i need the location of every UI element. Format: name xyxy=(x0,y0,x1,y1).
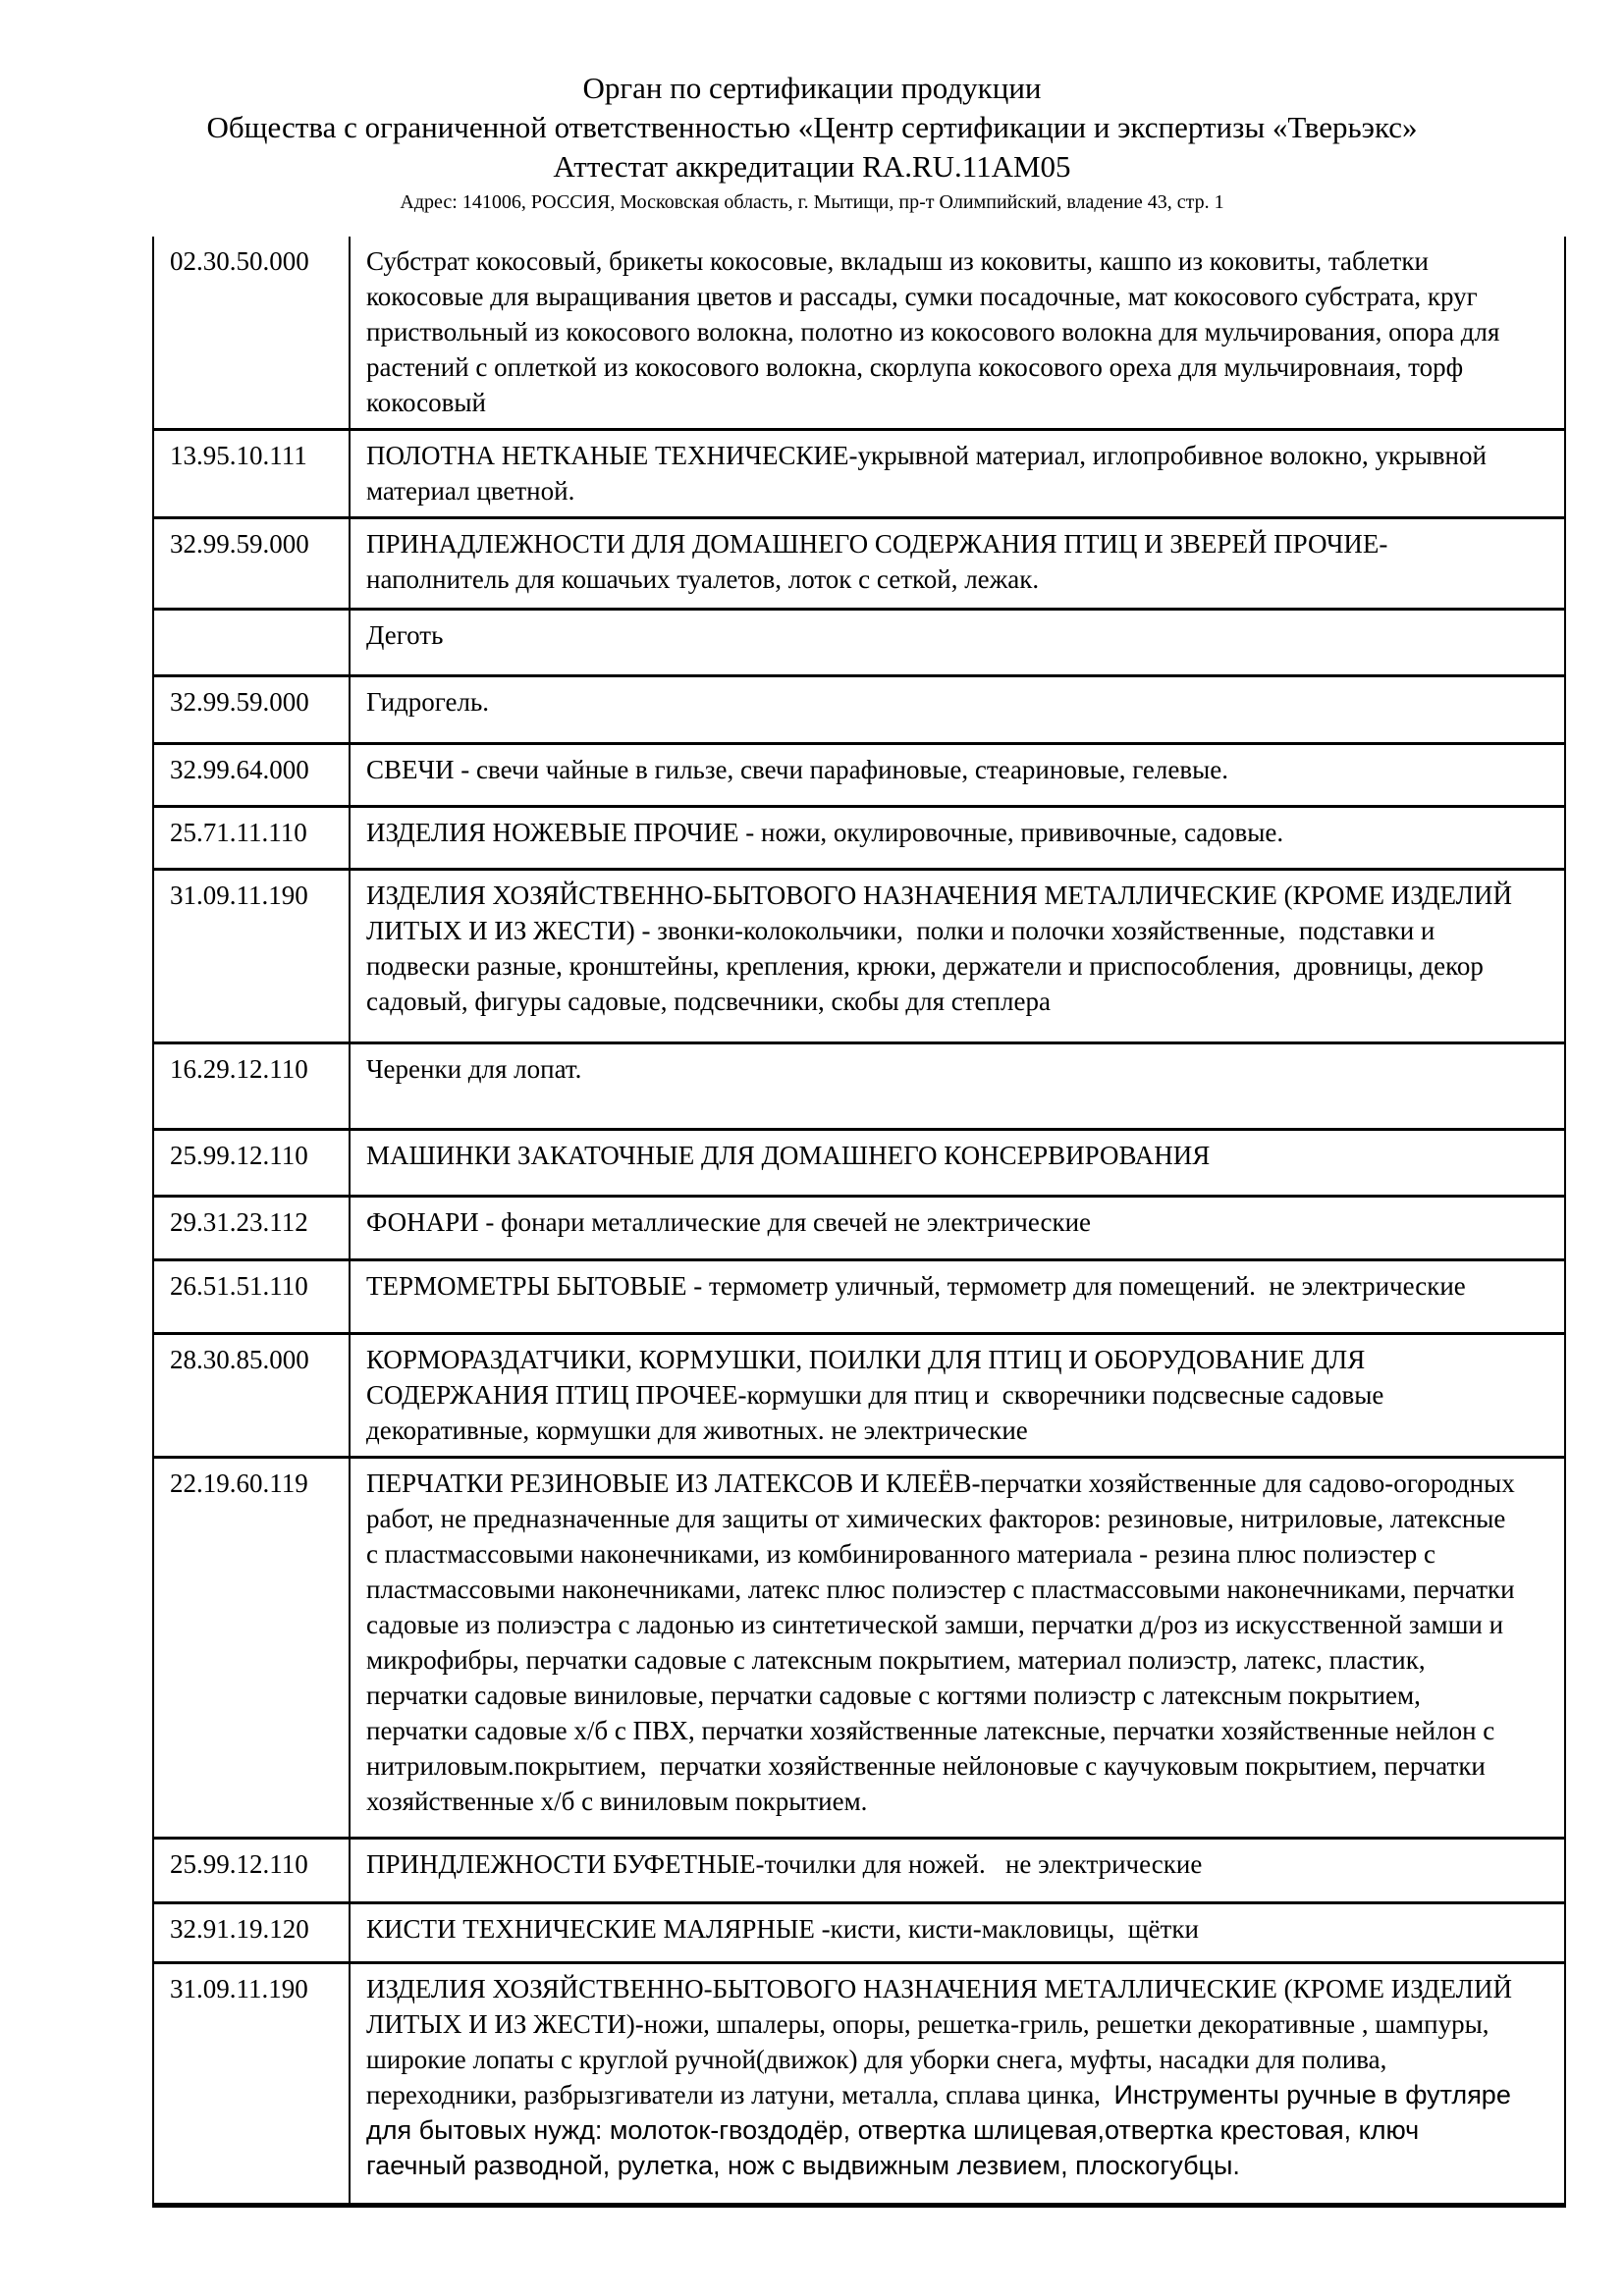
org-title-line1: Орган по сертификации продукции xyxy=(582,71,1042,105)
table-row xyxy=(154,745,1564,808)
table-row xyxy=(154,611,1564,677)
address-line: Адрес: 141006, РОССИЯ, Московская область, г. Мытищи, пр-т Олимпийский, владение 43, стр. 1 xyxy=(400,191,1224,213)
table-row xyxy=(154,1044,1564,1131)
accreditation-line: Аттестат аккредитации RA.RU.11АМ05 xyxy=(553,149,1071,184)
description-text-sans: Инструменты ручные в футляре для бытовых нужд: молоток-гвоздодёр, отвертка шлицевая,отвертка крестовая, ключ гаечный разводной, рулетка, нож с выдвижным лезвием, плоскогубцы. xyxy=(366,2080,1519,2180)
description-text: ИЗДЕЛИЯ НОЖЕВЫЕ ПРОЧИЕ - ножи, окулировочные, прививочные, садовые. xyxy=(366,818,1284,847)
code-cell: 16.29.12.110 xyxy=(154,1044,351,1128)
description-cell xyxy=(351,1044,1564,1128)
description-cell xyxy=(351,611,1564,674)
table-row xyxy=(154,871,1564,1044)
table-row xyxy=(154,677,1564,745)
description-cell xyxy=(351,519,1564,608)
description-cell xyxy=(351,1964,1564,2203)
table-row xyxy=(154,1459,1564,1840)
table-row xyxy=(154,237,1564,431)
description-cell xyxy=(351,1904,1564,1961)
code-cell: 25.99.12.110 xyxy=(154,1840,351,1901)
description-text: Гидрогель. xyxy=(366,687,490,717)
description-cell xyxy=(351,1261,1564,1332)
description-cell xyxy=(351,237,1564,428)
table-row xyxy=(154,519,1564,611)
description-cell xyxy=(351,677,1564,742)
description-text: ПРИНДЛЕЖНОСТИ БУФЕТНЫЕ-точилки для ножей. не электрические xyxy=(366,1849,1203,1879)
description-text: ПРИНАДЛЕЖНОСТИ ДЛЯ ДОМАШНЕГО СОДЕРЖАНИЯ ПТИЦ И ЗВЕРЕЙ ПРОЧИЕ-наполнитель для кошачьих туалетов, лоток с сеткой, лежак. xyxy=(366,529,1388,594)
description-text: ИЗДЕЛИЯ ХОЗЯЙСТВЕННО-БЫТОВОГО НАЗНАЧЕНИЯ МЕТАЛЛИЧЕСКИЕ (КРОМЕ ИЗДЕЛИЙ ЛИТЫХ И ИЗ ЖЕСТИ)-ножи, шпалеры, опоры, решетка-гриль, решетки декоративные , шампуры, широкие лопаты с круглой ручной(движок) для уборки снега, муфты, насадки для полива, переходники, разбрызгиватели из латуни, металла, сплава цинка, xyxy=(366,1974,1519,2109)
description-text: СВЕЧИ - свечи чайные в гильзе, свечи парафиновые, стеариновые, гелевые. xyxy=(366,755,1228,784)
code-cell: 32.99.59.000 xyxy=(154,677,351,742)
table-row xyxy=(154,1840,1564,1904)
table-row xyxy=(154,1964,1564,2208)
description-text: ПОЛОТНА НЕТКАНЫЕ ТЕХНИЧЕСКИЕ-укрывной материал, иглопробивное волокно, укрывной материал цветной. xyxy=(366,441,1493,506)
codes-table xyxy=(152,237,1566,2208)
description-text: Черенки для лопат. xyxy=(366,1054,582,1084)
table-row xyxy=(154,808,1564,871)
code-cell: 26.51.51.110 xyxy=(154,1261,351,1332)
description-text: КИСТИ ТЕХНИЧЕСКИЕ МАЛЯРНЫЕ -кисти, кисти-макловицы, щётки xyxy=(366,1914,1199,1944)
description-cell xyxy=(351,1840,1564,1901)
description-cell xyxy=(351,1131,1564,1195)
description-cell xyxy=(351,431,1564,516)
description-cell xyxy=(351,871,1564,1041)
code-cell: 25.71.11.110 xyxy=(154,808,351,868)
description-text: Субстрат кокосовый, брикеты кокосовые, вкладыш из коковиты, кашпо из коковиты, таблетки кокосовые для выращивания цветов и рассады, сумки посадочные, мат кокосового субстрата, круг приствольный из кокосового волокна, полотно из кокосового волокна для мульчирования, опора для растений с оплеткой из кокосового волокна, скорлупа кокосового ореха для мульчировнаия, торф кокосовый xyxy=(366,246,1507,417)
description-text: КОРМОРАЗДАТЧИКИ, КОРМУШКИ, ПОИЛКИ ДЛЯ ПТИЦ И ОБОРУДОВАНИЕ ДЛЯ СОДЕРЖАНИЯ ПТИЦ ПРОЧЕЕ-кормушки для птиц и скворечники подсвесные садовые декоративные, кормушки для животных. не электрические xyxy=(366,1345,1391,1445)
code-cell: 28.30.85.000 xyxy=(154,1335,351,1456)
document-header xyxy=(0,0,1624,215)
description-cell xyxy=(351,1198,1564,1258)
table-row xyxy=(154,1198,1564,1261)
table-row xyxy=(154,1261,1564,1335)
description-text: ИЗДЕЛИЯ ХОЗЯЙСТВЕННО-БЫТОВОГО НАЗНАЧЕНИЯ МЕТАЛЛИЧЕСКИЕ (КРОМЕ ИЗДЕЛИЙ ЛИТЫХ И ИЗ ЖЕСТИ) - звонки-колокольчики, полки и полочки хозяйственные, подставки и подвески разные, кронштейны, крепления, крюки, держатели и приспособления, дровницы, декор садовый, фигуры садовые, подсвечники, скобы для степлера xyxy=(366,881,1519,1016)
code-cell: 25.99.12.110 xyxy=(154,1131,351,1195)
description-cell xyxy=(351,1335,1564,1456)
code-cell: 13.95.10.111 xyxy=(154,431,351,516)
org-title-line2: Общества с ограниченной ответственностью «Центр сертификации и экспертизы «Тверьэкс» xyxy=(206,110,1418,144)
description-text: ФОНАРИ - фонари металлические для свечей не электрические xyxy=(366,1207,1092,1237)
code-cell: 02.30.50.000 xyxy=(154,237,351,428)
description-text: Деготь xyxy=(366,620,444,650)
code-cell: 29.31.23.112 xyxy=(154,1198,351,1258)
description-text: ПЕРЧАТКИ РЕЗИНОВЫЕ ИЗ ЛАТЕКСОВ И КЛЕЁВ-перчатки хозяйственные для садово-огородных работ, не предназначенные для защиты от химических факторов: резиновые, нитриловые, латексные с пластмассовыми наконечниками, из комбинированного материала - резина плюс полиэстер с пластмассовыми наконечниками, латекс плюс полиэстер с пластмассовыми наконечниками, перчатки садовые из полиэстра с ладонью из синтетической замши, перчатки д/роз из искусственной замши и микрофибры, перчатки садовые с латексным покрытием, материал полиэстр, латекс, пластик, перчатки садовые виниловые, перчатки садовые с когтями полиэстр с латексным покрытием, перчатки садовые х/б с ПВХ, перчатки хозяйственные латексные, перчатки хозяйственные нейлон с нитриловым.покрытием, перчатки хозяйственные нейлоновые с каучуковым покрытием, перчатки хозяйственные х/б с виниловым покрытием. xyxy=(366,1468,1522,1816)
table-row xyxy=(154,1904,1564,1964)
code-cell: 22.19.60.119 xyxy=(154,1459,351,1837)
code-cell: 32.99.64.000 xyxy=(154,745,351,805)
table-row xyxy=(154,1335,1564,1459)
code-cell xyxy=(154,611,351,674)
code-cell: 31.09.11.190 xyxy=(154,1964,351,2203)
code-cell: 31.09.11.190 xyxy=(154,871,351,1041)
code-cell: 32.99.59.000 xyxy=(154,519,351,608)
description-text: ТЕРМОМЕТРЫ БЫТОВЫЕ - термометр уличный, термометр для помещений. не электрические xyxy=(366,1271,1466,1301)
description-cell xyxy=(351,745,1564,805)
description-cell xyxy=(351,808,1564,868)
code-cell: 32.91.19.120 xyxy=(154,1904,351,1961)
table-row xyxy=(154,431,1564,519)
table-row xyxy=(154,1131,1564,1198)
description-cell xyxy=(351,1459,1564,1837)
description-text: МАШИНКИ ЗАКАТОЧНЫЕ ДЛЯ ДОМАШНЕГО КОНСЕРВИРОВАНИЯ xyxy=(366,1141,1211,1170)
